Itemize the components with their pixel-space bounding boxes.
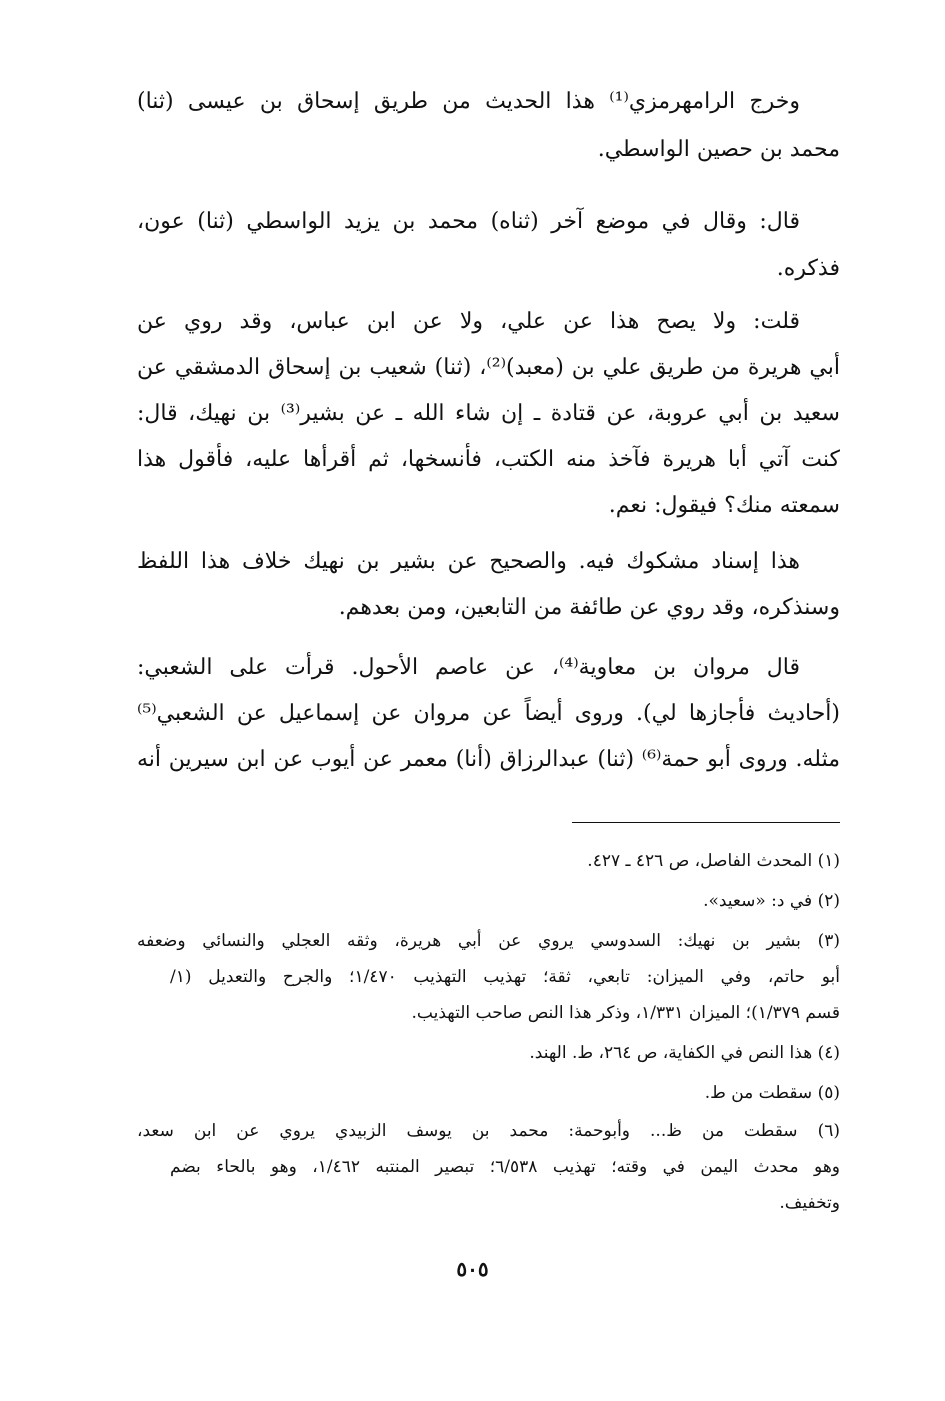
footnote-text: قسم ١/٣٧٩)؛ الميزان ١/٣٣١، وذكر هذا النص صاحب التهذيب. (411, 1003, 840, 1023)
footnote-5 (137, 1076, 840, 1110)
text-line: فذكره. (776, 256, 840, 281)
footnote-4 (137, 1036, 840, 1070)
footnote-text: سقطت من ظ... وأبوحمة: محمد بن يوسف الزبيدي يروي عن ابن سعد، (137, 1121, 798, 1141)
footnote-text: هذا النص في الكفاية، ص ٢٦٤، ط. الهند. (529, 1043, 813, 1063)
text-line: هذا إسناد مشكوك فيه. والصحيح عن بشير بن نهيك خلاف هذا اللفظ (137, 549, 800, 574)
footnote-3 (137, 924, 840, 958)
footnote-6 (137, 1114, 840, 1148)
footnote-text: وتخفيف. (779, 1193, 840, 1213)
text-line: (أحاديث فأجازها لي). وروى أيضاً عن مروان عن إسماعيل عن الشعبي⁽⁵⁾ (137, 701, 840, 726)
footnote-text: سقطت من ط. (704, 1083, 813, 1103)
text-line: مثله. وروى أبو حمة⁽⁶⁾ (ثنا) عبدالرزاق (أنا) معمر عن أيوب عن ابن سيرين أنه (137, 747, 840, 772)
text-line: كنت آتي أبا هريرة فآخذ منه الكتب، فأنسخها، ثم أقرأها عليه، فأقول هذا (137, 447, 840, 472)
footnote-number: (٤) (817, 1043, 840, 1063)
footnote-text: بشير بن نهيك: السدوسي يروي عن أبي هريرة، وثقه العجلي والنسائي وضعفه (137, 931, 801, 951)
text-line: سمعته منك؟ فيقول: نعم. (608, 493, 840, 518)
footnote-number: (٥) (817, 1083, 840, 1103)
footnote-text: وهو محدث اليمن في وقته؛ تهذيب ٦/٥٣٨؛ تبصير المنتبه ١/٤٦٢، وهو بالحاء بضم (170, 1157, 840, 1177)
text-line: قلت: ولا يصح هذا عن علي، ولا عن ابن عباس، وقد روي عن (137, 309, 800, 334)
footnote-2 (137, 884, 840, 918)
text-line: قال مروان بن معاوية⁽⁴⁾، عن عاصم الأحول. قرأت على الشعبي: (137, 655, 800, 680)
text-line: وسنذكره، وقد روي عن طائفة من التابعين، ومن بعدهم. (338, 595, 840, 620)
footnote-1 (137, 844, 840, 878)
footnote-number: (٦) (817, 1121, 840, 1141)
footnote-number: (٢) (817, 891, 840, 911)
footnote-number: (١) (817, 851, 840, 871)
footnote-separator (572, 822, 840, 823)
text-line: سعيد بن أبي عروبة، عن قتادة ـ إن شاء الله ـ عن بشير⁽³⁾ بن نهيك، قال: (137, 401, 840, 426)
text-line: أبي هريرة من طريق علي بن (معبد)⁽²⁾، (ثنا) شعيب بن إسحاق الدمشقي عن (137, 355, 841, 380)
footnote-text: في د: «سعيد». (703, 891, 813, 911)
text-line: محمد بن حصين الواسطي. (597, 137, 840, 162)
text-line: قال: وقال في موضع آخر (ثناه) محمد بن يزيد الواسطي (ثنا) عون، (137, 209, 800, 234)
footnote-text: المحدث الفاصل، ص ٤٢٦ ـ ٤٢٧. (587, 851, 813, 871)
page-number: ٥٠٥ (456, 1257, 489, 1281)
text-line: وخرج الرامهرمزي⁽¹⁾ هذا الحديث من طريق إسحاق بن عيسى (ثنا) (137, 89, 800, 114)
footnote-text: أبو حاتم، وفي الميزان: تابعي، ثقة؛ تهذيب التهذيب ١/٤٧٠؛ والجرح والتعديل (١/ (170, 967, 840, 987)
footnote-number: (٣) (817, 931, 840, 951)
